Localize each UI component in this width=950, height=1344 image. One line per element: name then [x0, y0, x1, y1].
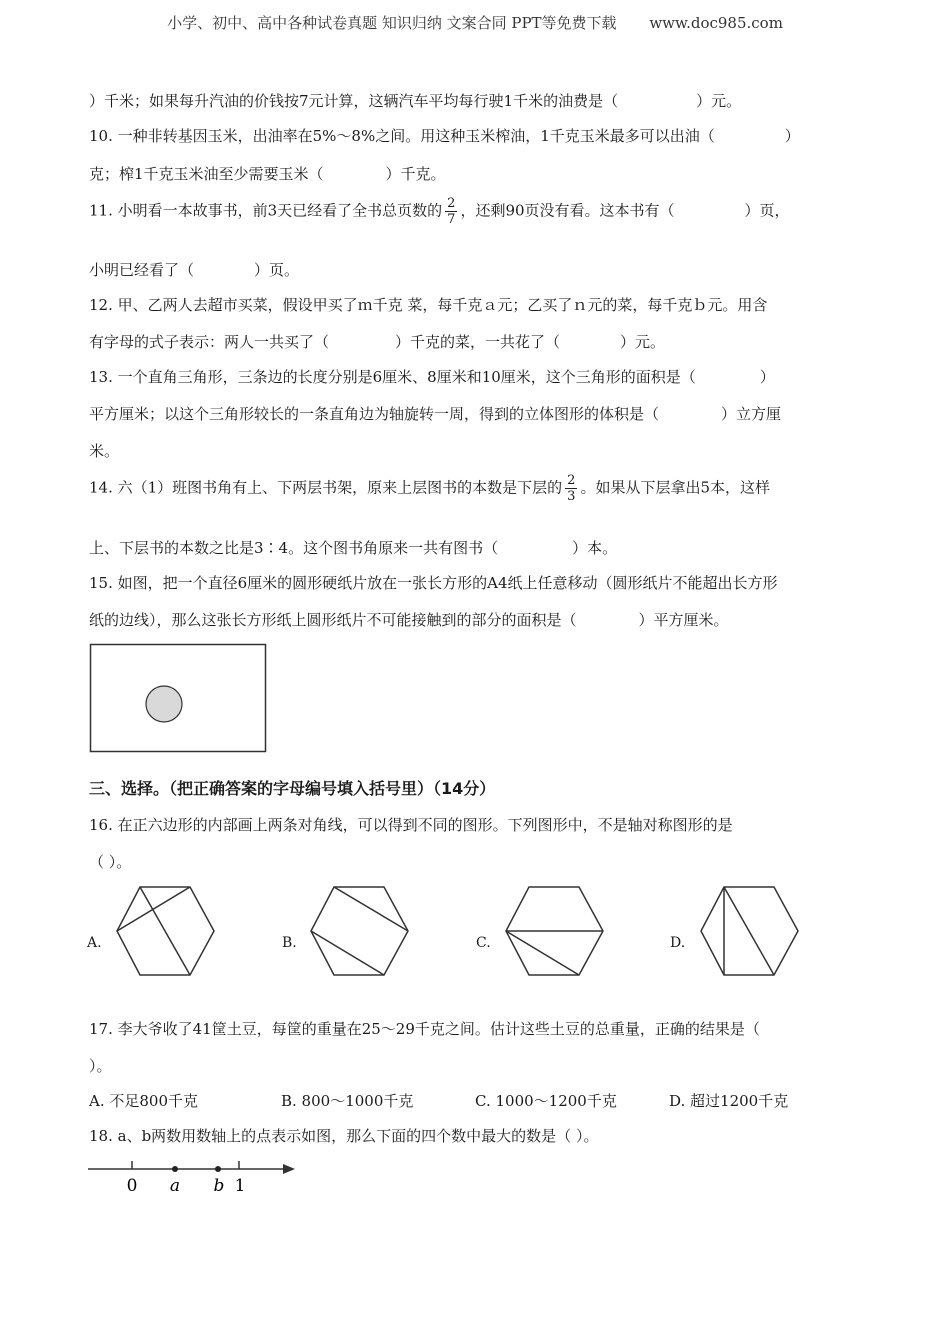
- label-b: b: [213, 1176, 225, 1196]
- point-a: [172, 1166, 178, 1172]
- q10-line1: 10. 一种非转基因玉米，出油率在5%～8%之间。用这种玉米榨油，1千克玉米最多可以出油（ ）: [89, 127, 800, 145]
- label-one: 1: [234, 1176, 246, 1196]
- section-title: 三、选择。（把正确答案的字母编号填入括号里）（14分）: [89, 779, 496, 798]
- q11-line1: 11. 小明看一本故事书，前3天已经看了全书总页数的 $\frac{2}{7}$ ，还剩90页没有看。这本书有（ ）页，: [89, 196, 790, 227]
- option-a-label: A.: [87, 935, 102, 951]
- q14-line1: 14. 六（1）班图书角有上、下两层书架，原来上层图书的本数是下层的 $\frac{2}{3}$ 。如果从下层拿出5本，这样: [89, 473, 770, 504]
- q17-choice-d[interactable]: D. 超过1200千克: [669, 1092, 789, 1110]
- q14-line2: 上、下层书的本数之比是3∶4。这个图书角原来一共有图书（ ）本。: [89, 539, 618, 557]
- q18-line1: 18. a、b两数用数轴上的点表示如图，那么下面的四个数中最大的数是（ ）。: [89, 1127, 599, 1145]
- hexagon-c[interactable]: [504, 885, 606, 977]
- option-b-label: B.: [282, 935, 297, 951]
- q17-choice-a[interactable]: A. 不足800千克: [89, 1092, 198, 1110]
- q15-line2: 纸的边线），那么这张长方形纸上圆形纸片不可能接触到的部分的面积是（ ）平方厘米。: [89, 611, 729, 629]
- q10-line2: 克；榨1千克玉米油至少需要玉米（ ）千克。: [89, 165, 446, 183]
- q17-choice-c[interactable]: C. 1000～1200千克: [475, 1092, 617, 1110]
- q13-line1: 13. 一个直角三角形，三条边的长度分别是6厘米、8厘米和10厘米，这个三角形的面积是（ ）: [89, 368, 775, 386]
- axis-arrow: [283, 1164, 295, 1174]
- q11-line2: 小明已经看了（ ）页。: [89, 261, 300, 279]
- label-zero: 0: [126, 1176, 138, 1196]
- point-b: [215, 1166, 221, 1172]
- q14-fraction: $\frac{2}{3}$: [567, 473, 576, 504]
- a4-paper-figure: [89, 643, 269, 755]
- hexagon-a[interactable]: [115, 885, 217, 977]
- header-text: 小学、初中、高中各种试卷真题 知识归纳 文案合同 PPT等免费下载: [167, 14, 617, 32]
- q12-line1: 12. 甲、乙两人去超市买菜，假设甲买了ｍ千克 菜，每千克ａ元；乙买了ｎ元的菜，每千克ｂ元。用含: [89, 296, 768, 314]
- q17-line2: ）。: [89, 1057, 112, 1075]
- number-line: [86, 1158, 301, 1198]
- q15-line1: 15. 如图，把一个直径6厘米的圆形硬纸片放在一张长方形的A4纸上任意移动（圆形纸片不能超出长方形: [89, 574, 778, 592]
- paper-circle: [146, 686, 182, 722]
- hexagon-b[interactable]: [309, 885, 411, 977]
- page-header: [0, 12, 950, 33]
- q16-line2: （ ）。: [89, 853, 132, 871]
- q9-tail: ）千米；如果每升汽油的价钱按7元计算，这辆汽车平均每行驶1千米的油费是（ ）元。: [89, 92, 742, 110]
- q13-line3: 米。: [89, 442, 120, 460]
- label-a: a: [169, 1176, 181, 1196]
- q17-choice-b[interactable]: B. 800～1000千克: [281, 1092, 414, 1110]
- q17-line1: 17. 李大爷收了41筐土豆，每筐的重量在25～29千克之间。估计这些土豆的总重量，正确的结果是（: [89, 1020, 760, 1038]
- option-c-label: C.: [476, 935, 491, 951]
- q16-line1: 16. 在正六边形的内部画上两条对角线，可以得到不同的图形。下列图形中，不是轴对称图形的是: [89, 816, 733, 834]
- hexagon-d[interactable]: [699, 885, 801, 977]
- q12-line2: 有字母的式子表示：两人一共买了（ ）千克的菜，一共花了（ ）元。: [89, 333, 666, 351]
- option-d-label: D.: [670, 935, 686, 951]
- hexagon-options: [0, 885, 950, 985]
- q13-line2: 平方厘米；以这个三角形较长的一条直角边为轴旋转一周，得到的立体图形的体积是（ ）立方厘: [89, 405, 782, 423]
- q11-fraction: $\frac{2}{7}$: [447, 196, 456, 227]
- header-site: www.doc985.com: [649, 14, 783, 32]
